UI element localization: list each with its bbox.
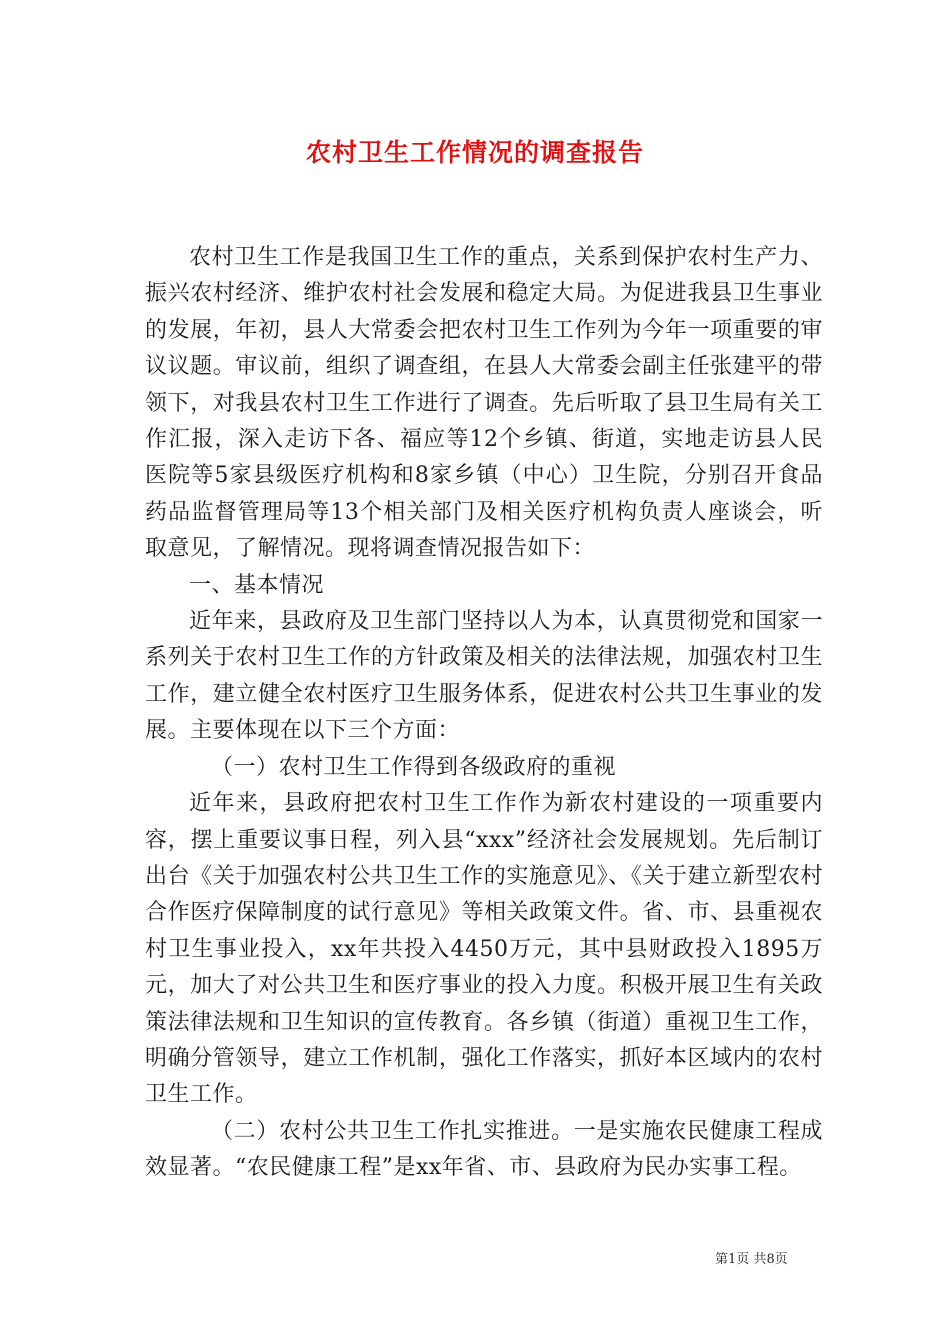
section-heading-basic-situation: 一、基本情况 [189,572,325,598]
basic-situation-paragraph: 近年来，县政府及卫生部门坚持以人为本，认真贯彻党和国家一系列关于农村卫生工作的方针政策及相关的法律法规，加强农村卫生工作，建立健全农村医疗卫生服务体系，促进农村公共卫生事业的发展。主要体现在以下三个方面： [145,609,823,744]
subsection-heading-1: （一）农村卫生工作得到各级政府的重视 [211,754,617,780]
page-current: 1 [728,1252,737,1267]
page-prefix: 第 [715,1252,729,1267]
page-total: 8 [766,1252,775,1267]
intro-paragraph: 农村卫生工作是我国卫生工作的重点，关系到保护农村生产力、振兴农村经济、维护农村社会发展和稳定大局。为促进我县卫生事业的发展，年初，县人大常委会把农村卫生工作列为今年一项重要的审议议题。审议前，组织了调查组，在县人大常委会副主任张建平的带领下，对我县农村卫生工作进行了调查。先后听取了县卫生局有关工作汇报，深入走访下各、福应等12个乡镇、街道，实地走访县人民医院等5家县级医疗机构和8家乡镇（中心）卫生院，分别召开食品药品监督管理局等13个相关部门及相关医疗机构负责人座谈会，听取意见，了解情况。现将调查情况报告如下： [145,245,823,562]
subsection-1-paragraph: 近年来，县政府把农村卫生工作作为新农村建设的一项重要内容，摆上重要议事日程，列入县“xxx”经济社会发展规划。先后制订出台《关于加强农村公共卫生工作的实施意见》、《关于建立新型农村合作医疗保障制度的试行意见》等相关政策文件。省、市、县重视农村卫生事业投入，xx年共投入4450万元，其中县财政投入1895万元，加大了对公共卫生和医疗事业的投入力度。积极开展卫生有关政策法律法规和卫生知识的宣传教育。各乡镇（街道）重视卫生工作，明确分管领导，建立工作机制，强化工作落实，抓好本区域内的农村卫生工作。 [145,791,823,1108]
page-number [715,1248,788,1267]
page-middle: 页 共 [736,1252,767,1267]
document-title: 农村卫生工作情况的调查报告 [305,138,644,167]
subsection-2-paragraph: （二）农村公共卫生工作扎实推进。一是实施农民健康工程成效显著。“农民健康工程”是xx年省、市、县政府为民办实事工程。 [145,1118,823,1181]
document-body [145,240,823,1187]
page-suffix: 页 [774,1252,788,1267]
